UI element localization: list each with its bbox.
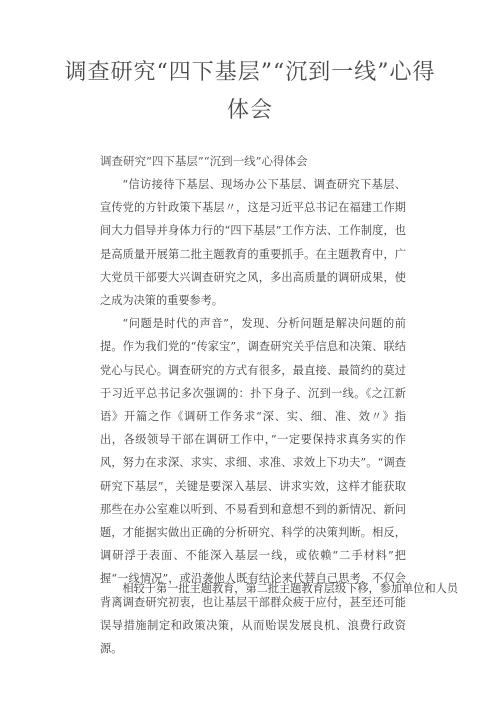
document-subtitle: 调查研究“四下基层”“沉到一线”心得体会: [100, 154, 308, 168]
document-title: 调查研究“四下基层”“沉到一线”心得: [64, 60, 436, 85]
body-paragraph-2: “问题是时代的声音”，发现、分析问题是解决问题的前提。作为我们党的“传家宝”，调查研究关乎信息和决策、联结党心与民心。调查研究的方式有很多，最直接、最简约的莫过于习近平总书记多次强调的：扑下身子、沉到一线。《之江新语》开篇之作《调研工作务求“深、实、细、准、效〃》指出，各级领导干部在调研工作中，”一定要保持求真务实的作风，努力在求深、求实、求细、求准、求效上下功夫”。“调查研究下基层”，关键是要深入基层、讲求实效，这样才能获取那些在办公室难以听到、不易看到和意想不到的新情况、新问题，才能据实做出正确的分析研究、科学的决策判断。相反，调研浮于表面、不能深入基层一线，或依赖“二手材料”把握“一线情况”，或沿袭他人既有结论来代替自己思考，不仅会背离调查研究初衷，也让基层干部群众疲于应付，甚至还可能误导措施制定和政策决策，从而贻误发展良机、浪费行政资源。: [100, 317, 406, 656]
document-title-continued: 体会: [226, 98, 273, 123]
body-paragraph-1: “信访接待下基层、现场办公下基层、调查研究下基层、宣传党的方针政策下基层〃，这是习近平总书记在福建工作期间大力倡导并身体力行的“四下基层”工作方法、工作制度，也是高质量开展第二批主题教育的重要抓手。在主题教育中，广大党员干部要大兴调查研究之风，多出高质量的调研成果，使之成为决策的重要参考。: [100, 178, 406, 308]
body-paragraph-3: 相较于第一批主题教育，第二批主题教育层级下移，参加单位和人员: [122, 582, 459, 595]
